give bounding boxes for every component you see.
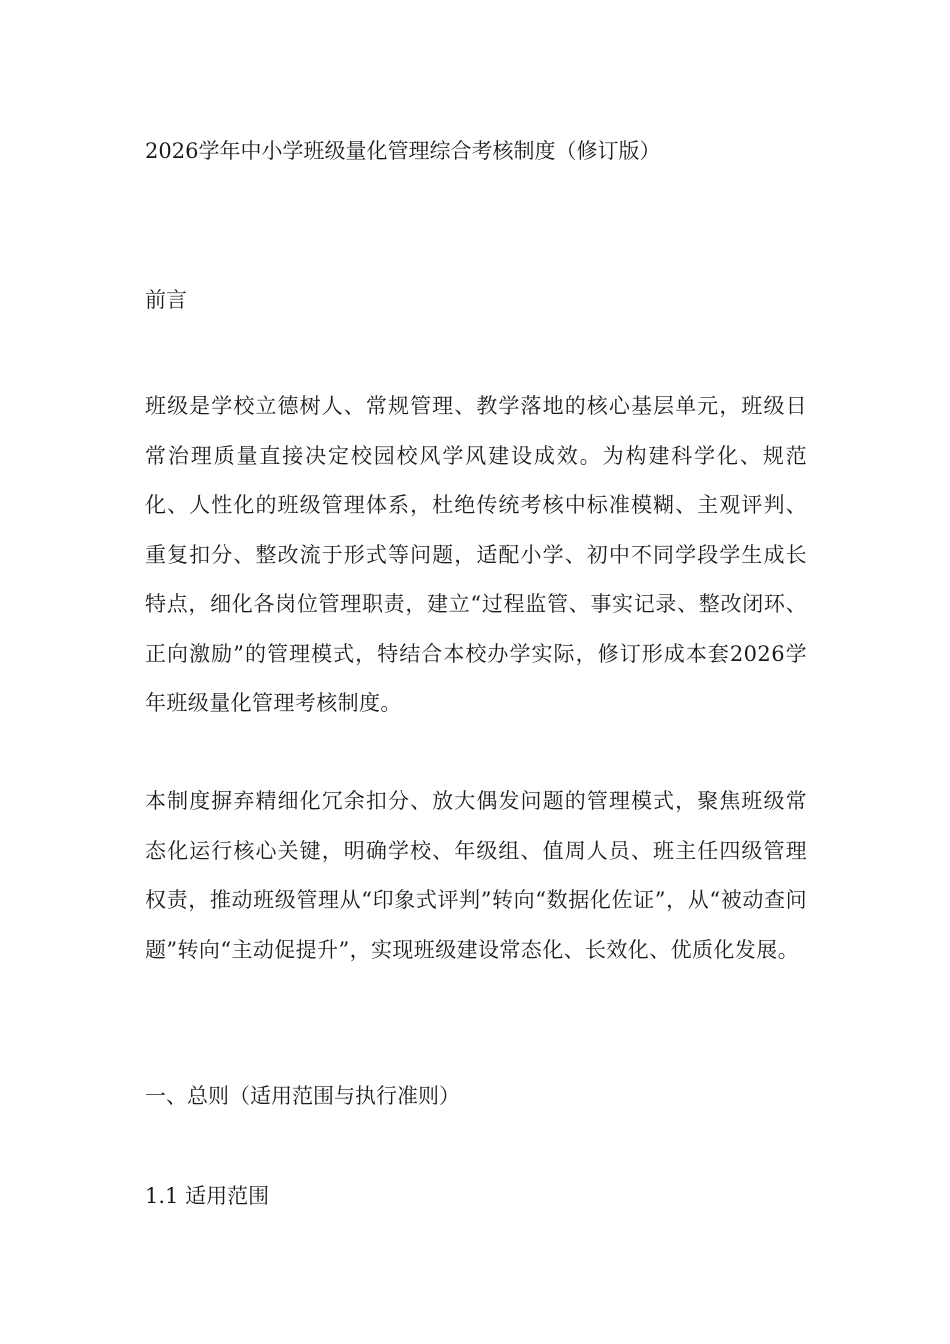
preface-paragraph-2: 本制度摒弃精细化冗余扣分、放大偶发问题的管理模式，聚焦班级常态化运行核心关键，明确学校、年级组、值周人员、班主任四级管理权责，推动班级管理从“印象式评判”转向“数据化佐证”，从“被动查问题”转向“主动促提升”，实现班级建设常态化、长效化、优质化发展。 — [145, 789, 807, 962]
document-title: 2026学年中小学班级量化管理综合考核制度（修订版） — [145, 139, 661, 163]
preface-heading: 前言 — [145, 288, 187, 312]
preface-paragraph-1: 班级是学校立德树人、常规管理、教学落地的核心基层单元，班级日常治理质量直接决定校园校风学风建设成效。为构建科学化、规范化、人性化的班级管理体系，杜绝传统考核中标准模糊、主观评判、重复扣分、整改流于形式等问题，适配小学、初中不同学段学生成长特点，细化各岗位管理职责，建立“过程监管、事实记录、整改闭环、正向激励”的管理模式，特结合本校办学实际，修订形成本套2026学年班级量化管理考核制度。 — [145, 394, 807, 715]
section-general-heading: 一、总则（适用范围与执行准则） — [145, 1084, 460, 1108]
subsection-scope-heading: 1.1 适用范围 — [145, 1184, 270, 1208]
